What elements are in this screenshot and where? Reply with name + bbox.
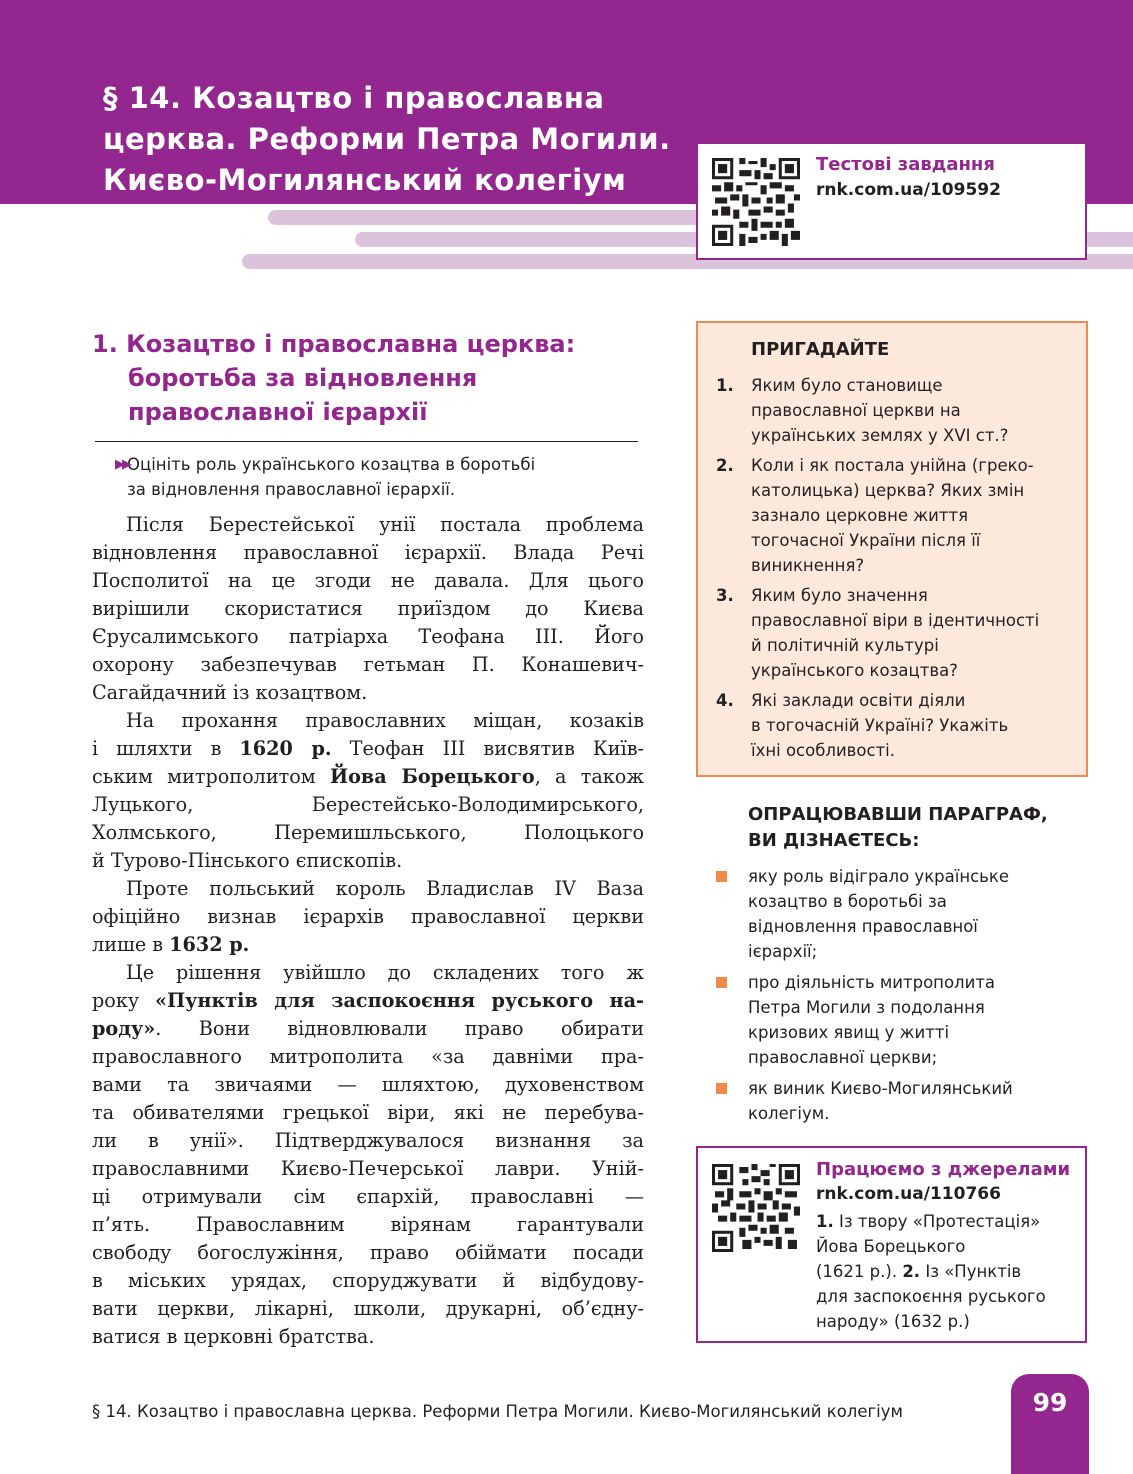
title-line: § 14. Козацтво і православна xyxy=(103,81,605,115)
source-line: для заспокоєння руського xyxy=(816,1287,1046,1306)
sources-link[interactable]: rnk.com.ua/110766 xyxy=(816,1184,1001,1204)
points-title: роду» xyxy=(92,1017,156,1040)
body-line: Посполитої на це згоди не давала. Для цього xyxy=(92,569,644,592)
learn-heading: ОПРАЦЮВАВШИ ПАРАГРАФ, ВИ ДІЗНАЄТЕСЬ: xyxy=(748,804,1048,851)
learn-list xyxy=(716,864,1013,1132)
sources-label[interactable]: Працюємо з джерелами xyxy=(816,1159,1071,1180)
sources-list xyxy=(816,1209,1046,1334)
list-item: 2. Коли і як постала унійна (греко- католицька) церква? Яких змін зазнало церковне життя тогочасної України після її виникнення? xyxy=(716,453,1039,578)
qr-code-icon[interactable] xyxy=(712,1164,800,1252)
body-line: ським митрополитом Йова Борецького, а також xyxy=(92,765,644,788)
list-item: 1. Яким було становище православної церкви на українських землях у XVI ст.? xyxy=(716,373,1039,448)
body-line: Це рішення увійшло до складених того ж xyxy=(126,961,644,984)
task-prompt xyxy=(115,452,536,502)
item-number: 2. xyxy=(716,456,734,475)
body-line: ці отримували сім єпархій, православні — xyxy=(92,1185,644,1208)
body-line: вами та звичаями — шляхтою, духовенством xyxy=(92,1073,644,1096)
page-number: 99 xyxy=(1032,1388,1068,1417)
body-line: й Турово-Пінського єпископів. xyxy=(92,849,403,872)
page-number-tab xyxy=(1011,1374,1089,1474)
body-line: Проте польський король Владислав IV Ваза xyxy=(126,877,644,900)
body-line: Луцького, Берестейсько-Володимирського, xyxy=(92,793,644,816)
qr-code-icon[interactable] xyxy=(712,158,800,246)
source-line: (1621 р.). 2. Із «Пунктів xyxy=(816,1262,1022,1281)
section-title-line: боротьба за відновлення xyxy=(128,364,478,392)
body-line: ли в унії». Підтверджувалося визнання за xyxy=(92,1129,644,1152)
running-footer: § 14. Козацтво і православна церква. Реформи Петра Могили. Києво-Могилянський колегіум xyxy=(92,1402,903,1421)
body-line: вирішили скористатися приїздом до Києва xyxy=(92,597,644,620)
source-line: 1. Із твору «Протестація» xyxy=(816,1212,1041,1231)
body-line: Сагайдачний із козацтвом. xyxy=(92,681,368,704)
date-1632: 1632 р. xyxy=(169,933,250,956)
tests-label[interactable]: Тестові завдання xyxy=(816,154,995,175)
list-item: яку роль відіграло українське козацтво в боротьбі за відновлення православної ієрархії; xyxy=(716,864,1013,964)
body-line: в міських урядах, споруджувати й відбудову- xyxy=(92,1269,644,1292)
item-number: 1. xyxy=(716,376,734,395)
decorative-stripe xyxy=(355,232,698,247)
body-line: та обивателями грецької віри, які не перебува- xyxy=(92,1101,644,1124)
body-line: православними Києво-Печерської лаври. Уній- xyxy=(92,1157,644,1180)
double-arrow-icon: ▶▶ xyxy=(115,457,129,472)
item-number: 3. xyxy=(716,586,734,605)
body-line: і шляхти в 1620 р. Теофан III висвятив Київ- xyxy=(92,737,644,760)
body-line: п’ять. Православним вірянам гарантували xyxy=(92,1213,644,1236)
body-line: православного митрополита «за давніми пра- xyxy=(92,1045,644,1068)
page-title xyxy=(103,78,671,201)
main-text xyxy=(92,511,644,1351)
body-line: охорону забезпечував гетьман П. Конашевич- xyxy=(92,653,644,676)
body-line: вати церкви, лікарні, школи, друкарні, об’єдну- xyxy=(92,1297,644,1320)
body-line: роду». Вони відновлювали право обирати xyxy=(92,1017,644,1040)
tests-link[interactable]: rnk.com.ua/109592 xyxy=(816,180,1001,200)
list-item: 3. Яким було значення православної віри в ідентичності й політичній культурі українського козацтва? xyxy=(716,583,1039,683)
task-line: за відновлення православної ієрархії. xyxy=(127,480,456,499)
item-number: 4. xyxy=(716,691,734,710)
tests-qr-box[interactable] xyxy=(696,142,1087,260)
section-divider xyxy=(95,441,638,442)
list-item: як виник Києво-Могилянський колегіум. xyxy=(716,1076,1013,1126)
orange-bullet-icon xyxy=(716,1083,727,1094)
list-item: 4. Які заклади освіти діяли в тогочасній Україні? Укажіть їхні особливості. xyxy=(716,688,1039,763)
source-line: народу» (1632 р.) xyxy=(816,1312,970,1331)
body-line: офіційно визнав ієрархів православної церкви xyxy=(92,905,644,928)
body-line: відновлення православної ієрархії. Влада Речі xyxy=(92,541,644,564)
decorative-stripe xyxy=(268,210,698,225)
remember-heading: ПРИГАДАЙТЕ xyxy=(751,339,890,360)
orange-bullet-icon xyxy=(716,977,727,988)
body-line: Єрусалимського патріарха Теофана III. Його xyxy=(92,625,644,648)
body-line: року «Пунктів для заспокоєння руського на- xyxy=(92,989,644,1012)
body-line: На прохання православних міщан, козаків xyxy=(126,709,644,732)
remember-list xyxy=(716,373,1039,768)
body-line: лише в 1632 р. xyxy=(92,933,250,956)
section-title xyxy=(92,327,575,429)
section-title-line: православної ієрархії xyxy=(128,398,428,426)
title-line: церква. Реформи Петра Могили. xyxy=(103,122,671,156)
source-line: Йова Борецького xyxy=(816,1237,966,1256)
title-line: Києво-Могилянський колегіум xyxy=(103,163,627,197)
section-title-line: 1. Козацтво і православна церква: xyxy=(92,330,576,358)
orange-bullet-icon xyxy=(716,871,727,882)
decorative-stripe xyxy=(1086,232,1133,247)
body-line: свободу богослужіння, право обіймати посади xyxy=(92,1241,644,1264)
remember-box xyxy=(696,321,1088,777)
body-line: ватися в церковні братства. xyxy=(92,1325,375,1348)
list-item: про діяльність митрополита Петра Могили з подолання кризових явищ у житті православної церкви; xyxy=(716,970,1013,1070)
points-title: «Пунктів для заспокоєння руського на- xyxy=(155,989,644,1012)
sources-qr-box[interactable] xyxy=(696,1146,1087,1343)
body-line: Після Берестейської унії постала проблема xyxy=(126,513,644,536)
body-line: Холмського, Перемишльського, Полоцького xyxy=(92,821,644,844)
date-1620: 1620 р. xyxy=(239,737,332,760)
task-line: Оцініть роль українського козацтва в боротьбі xyxy=(127,455,536,474)
name-borecky: Йова Борецького xyxy=(329,765,535,788)
